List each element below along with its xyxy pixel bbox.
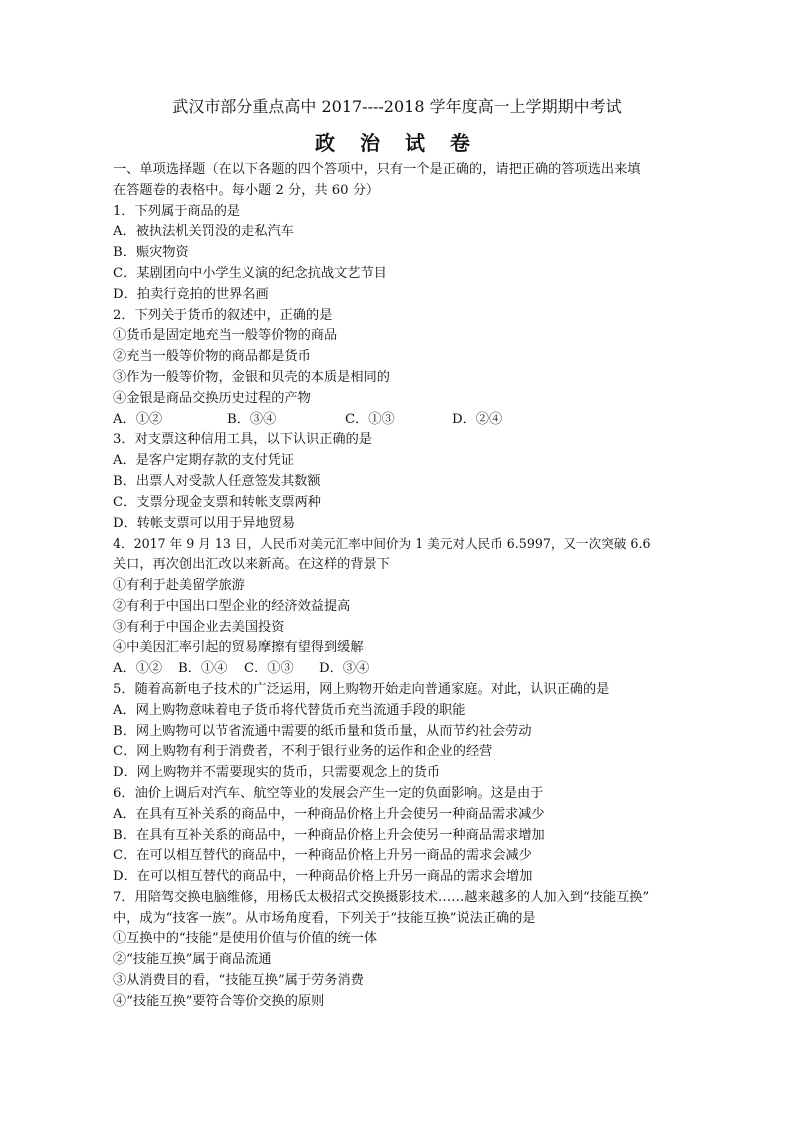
exam-content <box>113 160 688 1013</box>
question-2-statement-2: ②充当一般等价物的商品都是货币 <box>113 349 311 365</box>
question-6-option-c: C．在可以相互替代的商品中，一种商品价格上升另一商品的需求会减少 <box>113 848 532 864</box>
question-7-statement-3: ③从消费目的看，“技能互换”属于劳务消费 <box>113 973 364 989</box>
question-5-stem: 5．随着高新电子技术的广泛运用，网上购物开始走向普通家庭。对此，认识正确的是 <box>113 681 610 697</box>
subject-title: 政 治 试 卷 <box>315 131 479 155</box>
question-2-stem: 2．下列关于货币的叙述中，正确的是 <box>113 307 333 323</box>
question-2-statement-1: ①货币是固定地充当一般等价物的商品 <box>113 328 338 344</box>
question-7-statement-1: ①互换中的“技能”是使用价值与价值的统一体 <box>113 931 378 947</box>
question-7-statement-4: ④“技能互换”要符合等价交换的原则 <box>113 993 325 1009</box>
question-5-option-d: D．网上购物并不需要现实的货币，只需要观念上的货币 <box>113 765 441 781</box>
question-1-option-c: C．某剧团向中小学生义演的纪念抗战文艺节目 <box>113 265 387 281</box>
question-3-stem: 3．对支票这种信用工具，以下认识正确的是 <box>113 432 372 448</box>
question-3-option-a: A．是客户定期存款的支付凭证 <box>113 453 294 469</box>
question-4-option-a: A．①② <box>113 661 163 677</box>
question-4-stem-line2: 关口，再次创出汇改以来新高。在这样的背景下 <box>113 557 390 573</box>
question-2-statement-3: ③作为一般等价物，金银和贝壳的本质是相同的 <box>113 369 390 385</box>
question-2-option-b: B．③④ <box>227 411 277 427</box>
question-6-option-a: A．在具有互补关系的商品中，一种商品价格上升会使另一种商品需求减少 <box>113 806 545 822</box>
question-7-stem-line1: 7．用陪驾交换电脑维修，用杨氏太极招式交换摄影技术……越来越多的人加入到“技能互换” <box>113 889 650 905</box>
question-5-option-b: B．网上购物可以节省流通中需要的纸币量和货币量，从而节约社会劳动 <box>113 723 532 739</box>
question-1-option-d: D．拍卖行竞拍的世界名画 <box>113 286 269 302</box>
question-3-option-c: C．支票分现金支票和转帐支票两种 <box>113 494 321 510</box>
question-4-option-d: D．③④ <box>319 661 370 677</box>
question-4-option-b: B．①④ <box>178 661 228 677</box>
question-4-stem-line1: 4．2017 年 9 月 13 日，人民币对美元汇率中间价为 1 美元对人民币 6.5997，又一次突破 6.6 <box>113 536 651 552</box>
question-1-option-b: B．赈灾物资 <box>113 245 189 261</box>
question-4-options <box>113 659 688 680</box>
question-4-statement-2: ②有利于中国出口型企业的经济效益提高 <box>113 598 351 614</box>
question-4-option-c: C．①③ <box>244 661 294 677</box>
question-2-options <box>113 410 688 431</box>
question-4-statement-1: ①有利于赴美留学旅游 <box>113 577 245 593</box>
question-7-stem-line2: 中，成为“技客一族”。从市场角度看，下列关于“技能互换”说法正确的是 <box>113 910 536 926</box>
section-instruction-line1: 一、单项选择题（在以下各题的四个答项中，只有一个是正确的，请把正确的答项选出来填 <box>113 162 641 177</box>
question-4-statement-4: ④中美因汇率引起的贸易摩擦有望得到缓解 <box>113 640 364 656</box>
question-6-stem: 6．油价上调后对汽车、航空等业的发展会产生一定的负面影响。这是由于 <box>113 785 544 801</box>
question-1-stem: 1．下列属于商品的是 <box>113 203 241 219</box>
question-6-option-d: D．在可以相互替代的商品中，一种商品价格上升另一商品的需求会增加 <box>113 869 533 885</box>
section-instruction-line2: 在答题卷的表格中。每小题 2 分，共 60 分） <box>113 182 380 198</box>
question-3-option-d: D．转帐支票可以用于异地贸易 <box>113 515 296 531</box>
question-7-statement-2: ②“技能互换”属于商品流通 <box>113 952 272 968</box>
question-2-option-a: A．①② <box>113 411 163 427</box>
question-2-option-c: C．①③ <box>345 411 395 427</box>
question-4-statement-3: ③有利于中国企业去美国投资 <box>113 619 285 635</box>
question-1-option-a: A．被执法机关罚没的走私汽车 <box>113 224 294 240</box>
question-2-option-d: D．②④ <box>452 411 503 427</box>
question-2-statement-4: ④金银是商品交换历史过程的产物 <box>113 390 311 406</box>
question-3-option-b: B．出票人对受款人任意签发其数额 <box>113 473 321 489</box>
question-6-option-b: B．在具有互补关系的商品中，一种商品价格上升会使另一种商品需求增加 <box>113 827 545 843</box>
question-5-option-c: C．网上购物有利于消费者，不利于银行业务的运作和企业的经营 <box>113 744 493 760</box>
question-5-option-a: A．网上购物意味着电子货币将代替货币充当流通手段的职能 <box>113 702 466 718</box>
exam-title: 武汉市部分重点高中 2017----2018 学年度高一上学期期中考试 <box>172 97 622 116</box>
